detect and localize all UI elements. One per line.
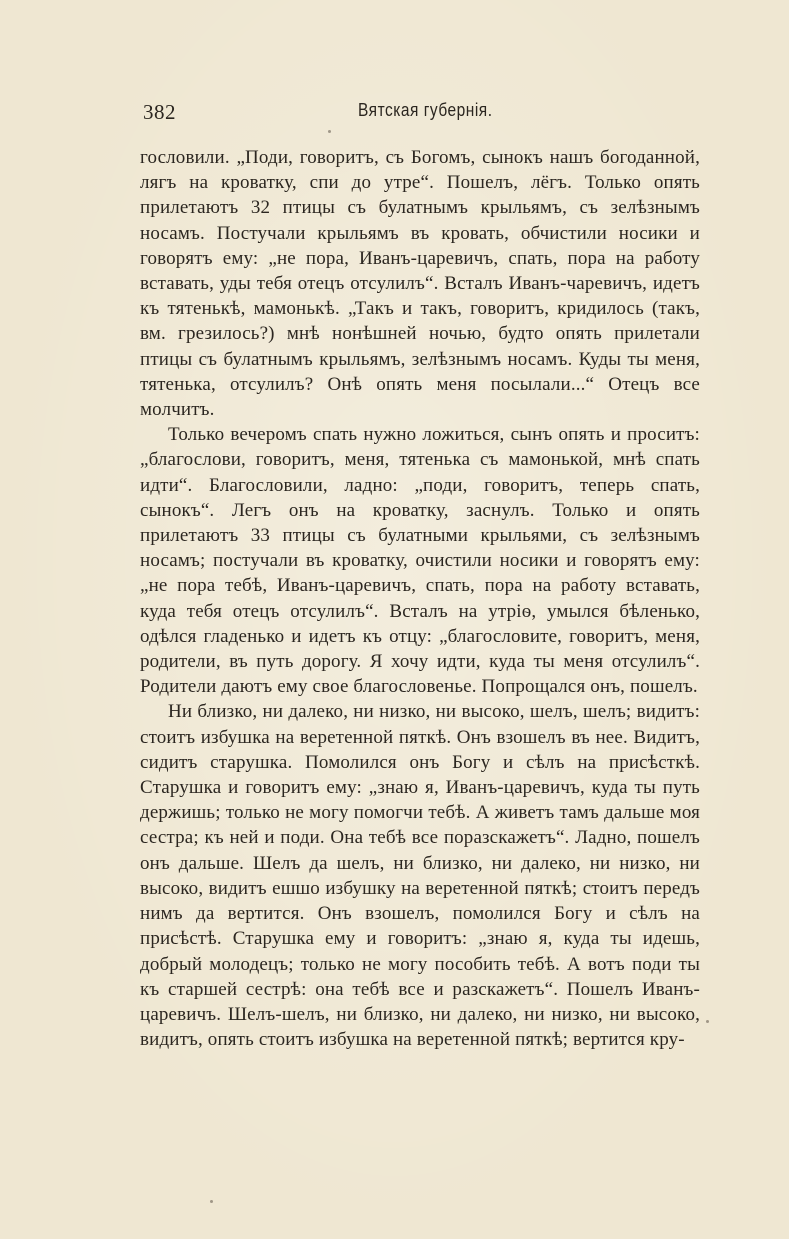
paragraph-3: Ни близко, ни далеко, ни низко, ни высоко, шелъ, шелъ; видитъ: стоитъ избушка на веретенной пяткѣ. Онъ взошелъ въ нее. Видитъ, сидитъ старушка. Помолился онъ Богу и сѣлъ на присѣсткѣ. Старушка и говоритъ ему: „знаю я, Иванъ-царевичъ, куда ты путь держишь; только не могу помогчи тебѣ. А живетъ тамъ дальше моя сестра; къ ней и поди. Она тебѣ все поразскажетъ“. Ладно, пошелъ онъ дальше. Шелъ да шелъ, ни близко, ни далеко, ни низко, ни высоко, видитъ ешшо избушку на веретенной пяткѣ; стоитъ передъ нимъ да вертится. Онъ взошелъ, помолился Богу и сѣлъ на присѣстѣ. Старушка ему и говоритъ: „знаю я, куда ты идешь, добрый молодецъ; только не могу пособить тебѣ. А вотъ поди ты къ старшей сестрѣ: она тебѣ все и разскажетъ“. Пошелъ Иванъ-царевичъ. Шелъ-шелъ, ни близко, ни далеко, ни низко, ни высоко, видитъ, опять стоитъ избушка на веретенной пяткѣ; вертится кру- (140, 701, 700, 1051)
page-number: 382 (143, 100, 176, 124)
paper-speck (210, 1200, 213, 1203)
body-text (140, 145, 700, 1052)
running-title: Вятская губернія. (358, 100, 493, 120)
paragraph-2: Только вечеромъ спать нужно ложиться, сынъ опять и проситъ: „благослови, говоритъ, меня, тятенька съ мамонькой, мнѣ спать идти“. Благословили, ладно: „поди, говоритъ, теперь спать, сынокъ“. Легъ онъ на кроватку, заснулъ. Только и опять прилетаютъ 33 птицы съ булатными крыльями, съ зелѣзнымъ носамъ; постучали въ кроватку, очистили носики и говорятъ ему: „не пора тебѣ, Иванъ-царевичъ, спать, пора на работу вставать, куда тебя отецъ отсулилъ“. Всталъ на утріѳ, умылся бѣленько, одѣлся гладенько и идетъ къ отцу: „благословите, говоритъ, меня, родители, въ путь дорогу. Я хочу идти, куда ты меня отсулилъ“. Родители даютъ ему свое благословенье. Попрощался онъ, пошелъ. (140, 424, 700, 698)
paper-speck (328, 130, 331, 133)
page-header (143, 100, 703, 128)
paragraph-1: гословили. „Поди, говоритъ, съ Богомъ, сынокъ нашъ богоданной, лягъ на кроватку, спи до утре“. Пошелъ, лёгъ. Только опять прилетаютъ 32 птицы съ булатнымъ крыльямъ, съ зелѣзнымъ носамъ. Постучали крыльямъ въ кровать, обчистили носики и говорятъ ему: „не пора, Иванъ-царевичъ, спать, пора на работу вставать, уды тебя отецъ отсулилъ“. Всталъ Иванъ-чаревичъ, идетъ къ тятенькѣ, мамонькѣ. „Такъ и такъ, говоритъ, кридилось (такъ, вм. грезилось?) мнѣ нонѣшней ночью, будто опять прилетали птицы съ булатнымъ крыльямъ, зелѣзнымъ носамъ. Куды ты меня, тятенька, отсулилъ? Онѣ опять меня посылали...“ Отецъ все молчитъ. (140, 147, 700, 421)
paper-speck (706, 1020, 709, 1023)
